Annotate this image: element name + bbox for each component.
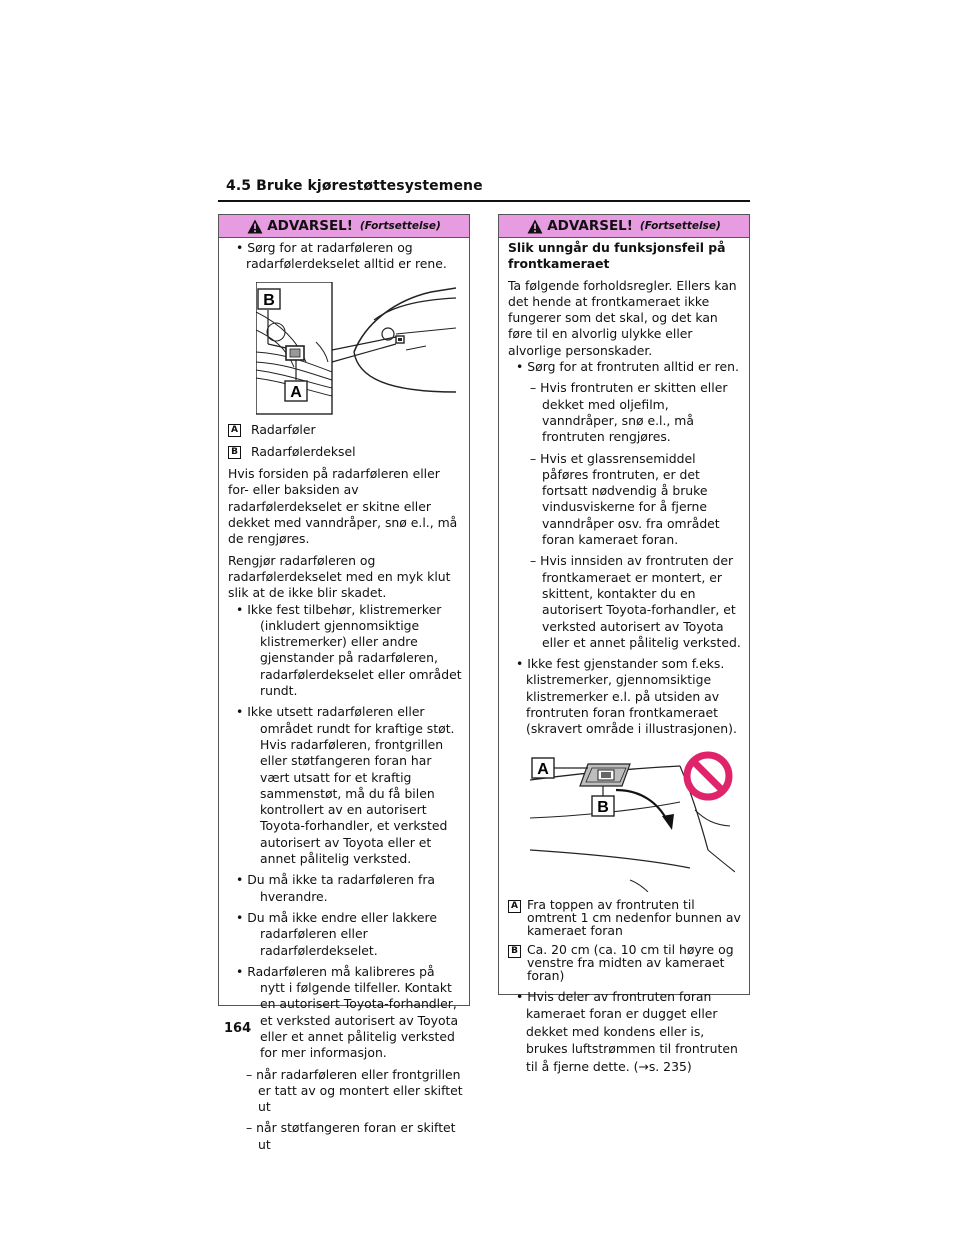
radar-sensor-illustration: [256, 282, 456, 417]
prohibition-icon: [687, 755, 729, 797]
warning-header: [499, 215, 749, 238]
front-camera-illustration: [530, 750, 735, 892]
warning-continued: (Fortsettelse): [639, 220, 721, 232]
legend-text: Radarfølerdeksel: [251, 443, 356, 459]
legend-key: B: [508, 945, 521, 958]
warning-title: ADVARSEL!: [267, 218, 353, 234]
sub-bullet-item: – når radarføleren eller frontgrillen er tatt av og montert eller skiftet ut: [246, 1066, 463, 1115]
sub-bullet-item: – når støtfangeren foran er skiftet ut: [246, 1120, 456, 1152]
section-title: 4.5 Bruke kjørestøttesystemene: [226, 178, 483, 194]
figure-label-b: B: [263, 291, 275, 309]
bullet-item: • Hvis deler av frontruten foran kameraet foran er dugget eller dekket med kondens eller is, brukes luftstrømmen til frontruten til å fjerne dette. (→s. 235): [516, 988, 738, 1074]
legend-item: [508, 943, 743, 982]
warning-triangle-icon: [527, 219, 543, 234]
bullet-item: • Radarføleren må kalibreres på nytt i følgende tilfeller. Kontakt en autorisert Toyota-forhandler, et verksted autorisert av Toyota eller et annet pålitelig verksted for mer informasjon.: [236, 963, 459, 1061]
legend-key: B: [228, 446, 241, 459]
bullet-item: • Ikke utsett radarføleren eller området rundt for kraftige støt. Hvis radarføleren, frontgrillen eller støtfangeren foran har vært utsatt for et kraftig sammenstøt, må du få bilen kontrollert av en autorisert Toyota-forhandler, et verksted autorisert av Toyota eller et annet pålitelig verksted.: [236, 704, 455, 867]
figure-label-a: A: [537, 760, 549, 778]
sub-bullet-item: – Hvis et glassrensemiddel påføres frontruten, er det fortsatt nødvendig å bruke vindusviskerne for å fjerne vanndråper osv. fra området foran kameraet foran.: [530, 450, 720, 548]
bullet-item: • Du må ikke endre eller lakkere radarføleren eller radarfølerdekselet.: [236, 909, 437, 958]
paragraph: Hvis forsiden på radarføleren eller for- eller baksiden av radarfølerdekselet er skitne eller dekket med vanndråper, snø e.l., må de rengjøres.: [228, 466, 458, 547]
bullet-item: • Ikke fest tilbehør, klistremerker (inkludert gjennomsiktige klistremerker) eller andre gjenstander på radarføleren, radarfølerdekselet eller området rundt.: [236, 601, 462, 699]
bullet-item: • Ikke fest gjenstander som f.eks. klistremerker, gjennomsiktige klistremerker e.l. på utsiden av frontruten foran frontkameraet (skravert område i illustrasjonen).: [516, 656, 737, 737]
paragraph: Ta følgende forholdsregler. Ellers kan det hende at frontkameraet ikke fungerer som det skal, og det kan føre til en alvorlig ulykke eller alvorlige personskader.: [508, 277, 737, 358]
warning-continued: (Fortsettelse): [359, 220, 441, 232]
legend-text: Fra toppen av frontruten til omtrent 1 cm nedenfor bunnen av kameraet foran: [527, 896, 741, 938]
legend-text: Radarføler: [251, 421, 316, 437]
section-heading: Slik unngår du funksjonsfeil på frontkameraet: [508, 240, 726, 272]
sub-bullet-item: – Hvis innsiden av frontruten der frontkameraet er montert, er skittent, kontakter du en autorisert Toyota-forhandler, et verksted autorisert av Toyota eller et annet pålitelig verksted.: [530, 553, 741, 650]
bullet-item: • Du må ikke ta radarføleren fra hverandre.: [236, 872, 436, 904]
paragraph: Rengjør radarføleren og radarfølerdekselet med en myk klut slik at de ikke blir skadet.: [228, 552, 451, 601]
figure-label-b: B: [597, 798, 609, 816]
bullet-item: • Sørg for at frontruten alltid er ren.: [516, 359, 739, 375]
bullet-item: • Sørg for at radarføleren og radarfølerdekselet alltid er rene.: [236, 240, 447, 272]
legend-key: A: [508, 900, 521, 913]
warning-title: ADVARSEL!: [547, 218, 633, 234]
section-divider: [218, 200, 750, 202]
figure-label-a: A: [290, 383, 302, 401]
legend-key: A: [228, 424, 241, 437]
legend-item: [508, 898, 743, 937]
page-number: 164: [224, 1021, 252, 1036]
warning-triangle-icon: [247, 219, 263, 234]
legend-text: Ca. 20 cm (ca. 10 cm til høyre og venstre fra midten av kameraet foran): [527, 941, 734, 983]
legend-item: [228, 422, 463, 438]
warning-box-right: [498, 214, 750, 1074]
legend-item: [228, 444, 463, 460]
warning-header: [219, 215, 469, 238]
sub-bullet-item: – Hvis frontruten er skitten eller dekket med oljefilm, vanndråper, snø e.l., må frontruten rengjøres.: [530, 380, 728, 445]
